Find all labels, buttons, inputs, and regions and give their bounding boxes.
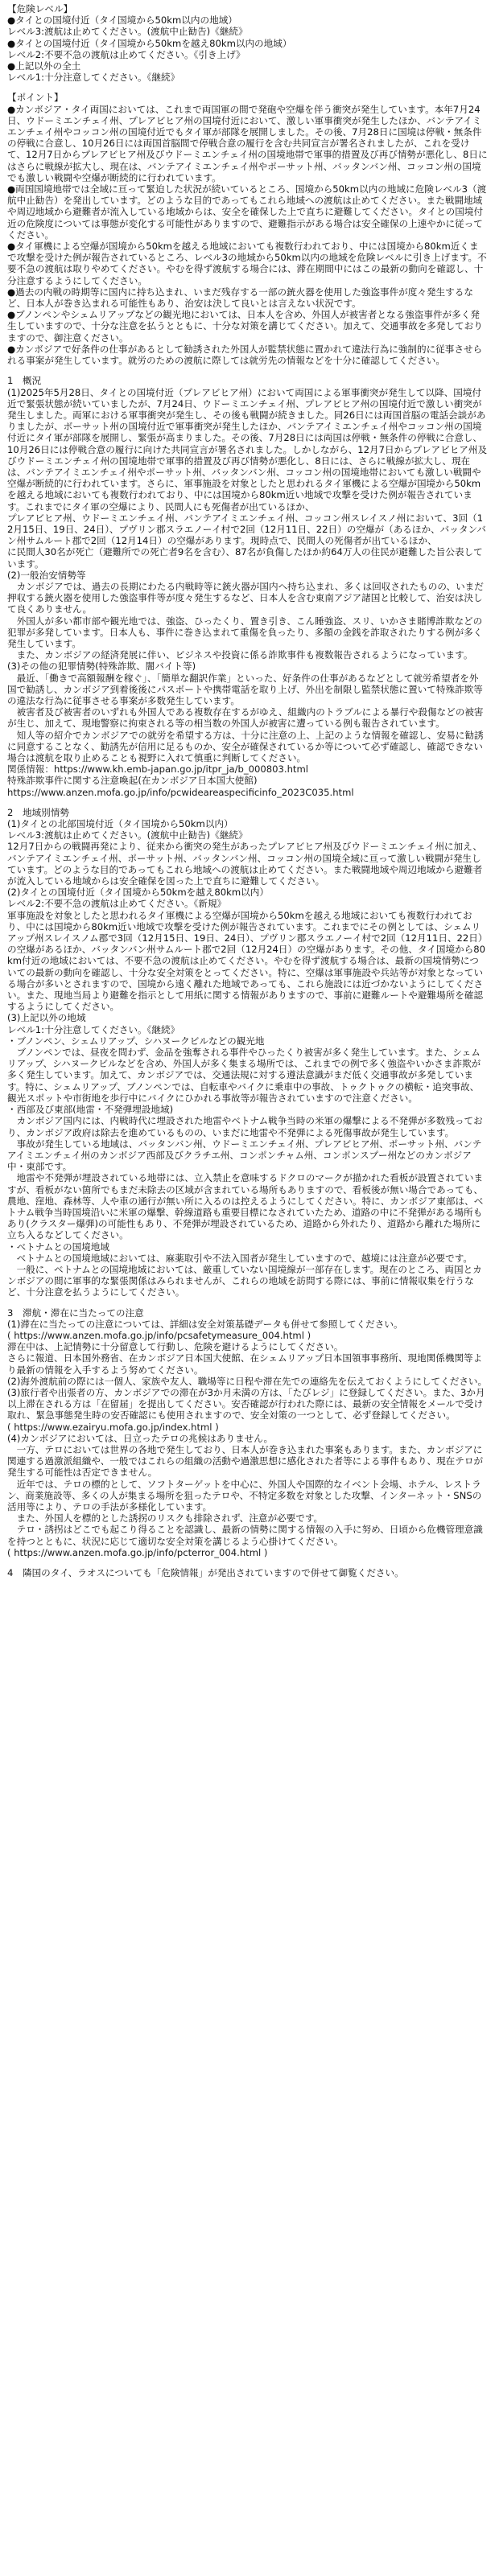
text-line: ・西部及び東部(地雷・不発弾埋設地域) [7, 1104, 174, 1116]
text-line: (1)2025年5月28日、タイとの国境付近（プレアビヒア州）において両国による軍事衝突が発生して以降、国境付近で緊張状態が続いていましたが、7月24日、ウドーミエンチェイ州、プレアビヒア州の国境付近で激しい衝突が発生しました。両軍における軍事衝突が発生し、その後も戦闘が続きました。同26日には両国首脳の電話会談がありましたが、ボーサット州の国境付近で軍事衝突が発生したほか、バンテアイミエンチェイ州やコッコン州の国境付近にタイ軍が部隊を展開し、緊張が高まりました。その後、7月28日には両国は停戦・無条件の停戦に合意し、10月26日には停戦合意の履行に向けた共同宣言が署名されました。しかしながら、12月7日からプレアビヒア州及びウドーミエンチェイ州の国境地帯で軍事的措置及び再び情勢が悪化し、8日には、さらに戦線が拡大し、現在は、バンテアイミエンチェイ州やポーサット州、バッタンバン州、コッコン州の国境地帯においても激しい戦闘や空爆が断続的に行われています。さらに、軍事施設を対象としたと思われるタイ軍機による空爆が国境から50kmを越える地域においても複数行われており、中には国境から80km近い地域で攻撃を受けた例が報告されています。これまでにタイ軍の空爆により、民間人にも死傷者が出ているほか、 [7, 386, 488, 512]
text-line: 被害者及び被害者のいずれも外国人である複数存在するがゆえ、組織内のトラブルによる暴行や殺傷などの被害が生じ、加えて、現地警察に拘束される等の相当数の外国人が被害に遭っている例も報告されています。 [7, 706, 484, 730]
section-gap [7, 1558, 488, 1567]
text-line: 4 隣国のタイ、ラオスについても「危険情報」が発出されていますので併せて御覧ください。 [7, 1567, 404, 1579]
text-line: ●過去の内戦の時期等に国内に持ち込まれ、いまだ残存する一部の銃火器を使用した強盗事件が度々発生するなど、日本人が巻き込まれる可能性もあり、治安は決して良いとは言えない状況です。 [7, 286, 473, 310]
text-line: また、外国人を標的とした誘拐のリスクも排除されず、注意が必要です。 [7, 1512, 324, 1525]
text-line: (3)その他の犯罪情勢(特殊詐欺、闇バイト等) [7, 660, 196, 673]
text-line: ●ブノンペンやシェムリアップなどの観光地においては、日本人を含め、外国人が被害者となる強盗事件が多く発生していますので、十分な注意を払うとともに、十分な対策を講じてください。加えて、交通事故を多発しておりますので、御注意ください。 [7, 309, 483, 344]
text-line: 【危険レベル】 [7, 3, 73, 14]
text-line: ●タイとの国境付近（タイ国境から50km以内の地域） [7, 14, 237, 27]
text-line: 外国人が多い都市部や観光地では、強盗、ひったくり、置き引き、こん睡強盗、スリ、いかさま賭博詐欺などの犯罪が多発しています。日本人も、事件に巻き込まれて重傷を負ったり、多額の金銭を詐取されたりする例が多く発生しています。 [7, 615, 483, 649]
text-line: 一方、テロにおいては世界の各地で発生しており、日本人が巻き込まれた事案もあります。また、カンボジアに関連する過激派組織や、一般ではこれらの組織の活動や過激思想に感化された者等による事件もあり、現在テロが発生する可能性は否定できません。 [7, 1443, 484, 1479]
text-line: (2)タイとの国境付近（タイ国境から50kmを越え80km以内） [7, 887, 269, 899]
text-line: ●上記以外の全土 [7, 60, 81, 72]
text-line: 軍事施設を対象としたと思われるタイ軍機による空爆が国境から50kmを越える地域においても複数行われており、中には国境から80km近い地域で攻撃を受けた例が報告されています。これまでにその例としては、シェムリアップ州スレイスノム郡で3回（12月15日、19日、24日）、プヴリン郡スラエノーイ村で2回（12月11日、22日）の空爆があるほか、バッタンバン州サムルート郡で2回（12月24日）の空爆があります。その他、タイ国境から80km付近の地域においては、不要不急の渡航は止めてください。やむを得ず渡航する場合は、最新の国境情勢についての最新の動向を確認し、十分な安全対策をとってください。特に、空爆は軍事施設や兵站等が対象となっている場合が多いとされますので、国境から遠く離れた地域であっても、これら施設には近づかないようにしてください。また、現地当局より避難を指示として用紙に関する情報がありますので、事前に避難ルートや避難場所を確認するようにしてください。 [7, 909, 488, 1013]
text-line: カンボジア国内には、内戦時代に埋設された地雷やベトナム戦争当時の米軍の爆撃による不発弾が多数残っており、カンボジア政府は除去を進めているものの、いまだに地雷や不発弾による死傷事故が発生しています。 [7, 1115, 483, 1138]
text-line: 知人等の紹介でカンボジアでの就労を希望する方は、十分に注意の上、上記のような情報を確認し、安易に勧誘に同意することなく、勧誘先が信用に足るものか、安全が確保されているか等について必ず確認し、確認できない場合は渡航を取り止めることも視野に入れて慎重に判断してください。 [7, 729, 484, 763]
text-line: 【ポイント】 [7, 92, 64, 104]
text-line: レベル2:不要不急の渡航は止めてください。《引き上げ》 [7, 48, 245, 60]
text-line: 12月7日からの戦闘再発により、従来から衝突の発生があったプレアビヒア州及びウドーミエンチェイ州に加え、バンテアイミエンチェイ州、ポーサット州、バッタンバン州、コッコン州の国境全域に亘って激しい戦闘が発生しています。どのような目的であってもこれら地域への渡航は止めてください。また戦闘地域や周辺地域から避難者が流入している地域からは安全確保を図った上で直ちに避難してください。 [7, 841, 483, 887]
text-line: 地雷や不発弾が埋設されている地帯には、立入禁止を意味するドクロのマークが描かれた看板が設置されていますが、看板がない箇所でもまだ未除去の区域が含まれている場所もありますので、看板後が無い場合であっても、農地、窪地、森林等、人や車の通行が無い所に入るのは控えるようにしてください。特に、カンボジア東部は、ベトナム戦争当時国境沿いに米軍の爆撃、幹線道路も重要目標になされていたため、道路の中に不発弾がある場所もあり(クラスター爆弾)の可能性もあり、不発弾が埋設されているため、道路から外れたり、道路から離れた場所に立ち入るなどしてください。 [7, 1172, 484, 1241]
section-gap [7, 83, 488, 92]
text-line: に民間人30名が死亡（避難所での死亡者9名を含む）、87名が負傷したほか約64万人の住民が避難した旨公表しています。 [7, 546, 483, 570]
text-line: レベル1:十分注意してください。《継続》 [7, 72, 180, 84]
url-line[interactable]: 関係情報：https://www.kh.emb-japan.go.jp/itpr_ja/b_000803.html [7, 763, 308, 776]
text-line: レベル2:不要不急の渡航は止めてください。《新規》 [7, 898, 227, 910]
text-line: ブノンペンでは、昼夜を問わず、金品を強奪される事件やひったくり被害が多く発生しています。また、シェムリアップ、シハヌークビルなどを含め、外国人が多く集まる場所では、これまでの例で多く強盗やいかさま詐欺が多く発生しています。加えて、カンボジアでは、交通法規に対する遵法意識がまだ低く交通事故が多発しています。特に、シェムリアップ、ブノンペンでは、自転車やバイクに乗車中の事故、トゥクトゥクの横転・追突事故、観光スポットや市街地を歩行中にバイクにひかれる事故等が報告されていますので注意ください。 [7, 1047, 481, 1104]
text-line: ・ブノンペン、シェムリアップ、シハヌークビルなどの観光地 [7, 1035, 265, 1047]
text-line: レベル3:渡航は止めてください。(渡航中止勧告)《継続》 [7, 829, 248, 842]
text-line: (4)カンボジアにおいては、日立ったテロの兆候はありません。 [7, 1432, 274, 1444]
text-line: 2 地域別情勢 [7, 806, 69, 818]
text-line: ベトナムとの国境地域においては、麻薬取引や不法入国者が発生していますので、越境には注意が必要です。 [7, 1252, 472, 1264]
text-line: ●タイとの国境付近（タイ国境から50kmを越え80km以内の地域） [7, 37, 292, 49]
section-gap [7, 798, 488, 807]
url-line[interactable]: ( https://www.ezairyu.mofa.go.jp/index.html ) [7, 1421, 219, 1433]
section-gap [7, 1298, 488, 1307]
url-line[interactable]: ( https://www.anzen.mofa.go.jp/info/pcsafetymeasure_004.html ) [7, 1329, 311, 1341]
text-line: プレアビヒア州、ウドーミエンチェイ州、バンテアイミエンチェイ州、コッコン州スレイスノ州において、3回（12月15日、19日、24日）、プヴリン郡スラエノーイ村で2回（12月11日、22日）の空爆が（あるほか、バッタンバン州サムルート郡で2回（12月14日）の空爆があります。現時点で、民間人の死傷者が出ているほか、 [7, 512, 486, 547]
url-line[interactable]: https://www.anzen.mofa.go.jp/info/pcwideareaspecificinfo_2023C035.html [7, 786, 354, 798]
text-line: (1)滞在に当たっての注意については、詳細は安全対策基礎データも併せて参照してください。 [7, 1318, 403, 1330]
text-line: (3)旅行者や出張者の方、カンボジアでの滞在が3か月未満の方は、「たびレジ」に登録してください。また、3か月以上滞在される方は「在留届」を提出してください。安否確認が行われた際には、最新の安全情報をメールで受け取れ、緊急事態発生時の安否確認にも使用されますので、安全対策の一つとして、必ず登録してください。 [7, 1386, 485, 1422]
text-line: (2)海外渡航前の際には一個人、家族や友人、職場等に日程や滞在先での連絡先を伝えておくようにしてください。 [7, 1375, 488, 1387]
text-line: 近年では、テロの標的として、ソフトターゲットを中心に、外国人や国際的なイベント会場、ホテル、レストラン、商業施設等、多くの人が集まる場所を狙ったテロや、不特定多数を対象とした攻撃、インターネット・SNSの活用等により、テロの手法が多様化しています。 [7, 1478, 482, 1512]
document-body [7, 3, 488, 1578]
url-line[interactable]: ( https://www.anzen.mofa.go.jp/info/pcterror_004.html ) [7, 1546, 268, 1558]
text-line: ●タイ軍機による空爆が国境から50kmを越える地域においても複数行われており、中には国境から80km近くまで攻撃を受けた例が報告されているところ、レベル3の地域から50km以内の地域を危険レベルに引き上げます。不要不急の渡航は取りやめてください。やむを得ず渡航する場合には、滞在期間中にはこの最新の動向を確認し、十分注意するようにしてください。 [7, 241, 487, 286]
text-line: 事故が発生している地域は、バッタンバン州、ウドーミエンチェイ州、プレアビヒア州、ポーサット州、バンテアイミエンチェイ州のカンボジア西部及びクラチエ州、コンポンチャム州、コンポンスプー州などのカンボジア中・東部です。 [7, 1138, 482, 1173]
text-line: カンボジアでは、過去の長期にわたる内戦時等に銃火器が国内へ持ち込まれ、多くは回収されたものの、いまだ押収する銃火器を使用した強盗事件等が度々発生するなど、日本人を含む東南アジア諸国と比較して、治安は決して良くありません。 [7, 580, 484, 615]
text-line: (2)一般治安情勢等 [7, 569, 86, 581]
text-line: ●両国国境地帯では全域に亘って緊迫した状況が続いているところ、国境から50km以内の地域に危険レベル3（渡航中止勧告）を発出しています。どのような目的であってもこれら地域への渡航は止めてください。また戦闘地域や周辺地域から避難者が流入している地域からは、安全を確保した上で直ちに避難してください。タイとの国境付近の危険度については事態が変化する可能性がありますので、避難指示がある場合は安全確保の上速やかに従ってください。 [7, 183, 487, 241]
text-line: さらに報道、日本国外務省、在カンボジア日本国大使館、在シェムリアップ日本国領事事務所、現地関係機関等より最新の情報を入手するよう努めてください。 [7, 1352, 483, 1376]
text-line: レベル1:十分注意してください。《継続》 [7, 1023, 180, 1035]
text-line: 一般に、ベトナムとの国境地域においては、厳重していない国境線が一部存在します。現在のところ、両国とカンボジアの間に軍事的な緊張関係はみられませんが、これらの地域を訪問する際には、事前に情報収集を行うなど、十分注意を払うようにしてください。 [7, 1263, 482, 1298]
text-line: 滞在中は、上記情勢に十分留意して行動し、危険を避けるようにしてください。 [7, 1341, 344, 1353]
text-line: 3 滞航・滞在に当たっての注意 [7, 1307, 144, 1319]
text-line: また、カンボジアの経済発展に伴い、ビジネスや投資に係る詐欺事件も複数報告されるようになっています。 [7, 649, 473, 661]
text-line: 特殊詐欺事件に関する注意喚起(在カンボジア日本国大使館) [7, 775, 258, 787]
text-line: 最近、「働きで高額報酬を稼ぐ」、「簡単な翻訳作業」といった、好条件の仕事があるなどとして就労希望者を外国で勧誘し、カンボジア到着後後にパスポートや携帯電話を取り上げ、外出を制限し監禁状態に置いて特殊詐欺等の違法な行為に従事させる事案が多数発生しています。 [7, 672, 483, 706]
text-line: (3)上記以外の地域 [7, 1012, 86, 1024]
text-line: (1)タイとの北部国境付近（タイ国境から50km以内） [7, 818, 233, 830]
section-gap [7, 366, 488, 375]
text-line: 1 概況 [7, 375, 42, 387]
text-line: ・ベトナムとの国境地域 [7, 1241, 109, 1253]
text-line: レベル3:渡航は止めてください。(渡航中止勧告)《継続》 [7, 26, 248, 38]
text-line: ●カンボジア・タイ両国においては、これまで両国軍の間で発砲や空爆を伴う衝突が発生しています。本年7月24日、ウドーミエンチェイ州、プレアビヒア州の国境付近において、激しい軍事衝突が発生したほか、バンテアイミエンチェイ州やコッコン州の国境付近でもタイ軍が部隊を展開しました。その後、7月28日に国境は停戦・無条件の停戦に合意し、10月26日には両国首脳間で停戦合意の履行を含む共同宣言が署名されましたが、これを受けて、12月7日からプレアビヒア州及びウドーミエンチェイ州の国境地帯で軍事的措置及び再び情勢が悪化し、8日にはさらに戦線が拡大し、現在は、バンテアイミエンチェイ州やポーサット州、バッタンバン州、コッコン州の国境でも激しい戦闘や空爆が断続的に行われています。 [7, 103, 488, 183]
text-line: ●カンボジアで好条件の仕事があるとして勧誘された外国人が監禁状態に置かれて違法行為に強制的に従事させられる事案が発生しています。就労のための渡航に際しては就労先の情報などを十分に確認してください。 [7, 343, 483, 367]
text-line: テロ・誘拐はどこでも起こり得ることを認識し、最新の情勢に関する情報の入手に努め、日頃から危機管理意識を持つとともに、状況に応じて適切な安全対策を講じるよう心掛けてください。 [7, 1524, 483, 1547]
